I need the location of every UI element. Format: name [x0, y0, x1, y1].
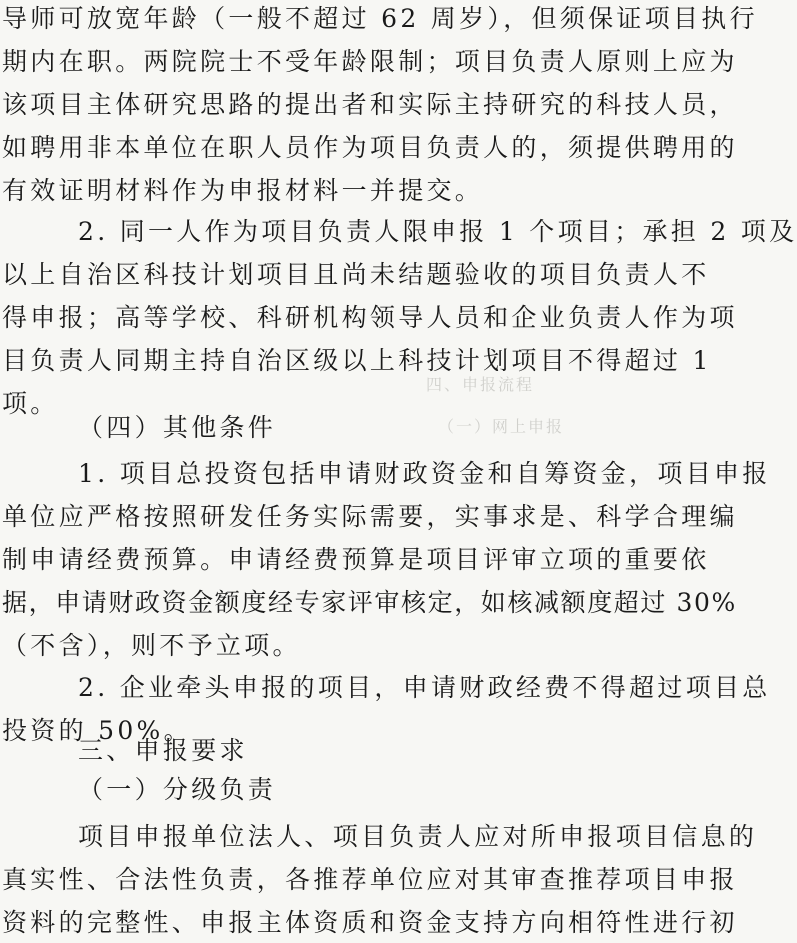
text-line: 投资的 50%。: [2, 716, 192, 745]
bleed-through-text: （一）网上申报: [438, 417, 565, 436]
section-heading: 三、申报要求: [78, 736, 248, 765]
text-line: 期内在职。两院院士不受年龄限制；项目负责人原则上应为: [2, 47, 738, 76]
text-line: 2. 企业牵头申报的项目，申请财政经费不得超过项目总: [78, 673, 771, 702]
text-line: 项目申报单位法人、项目负责人应对所申报项目信息的: [78, 822, 758, 851]
text-line: 得申报；高等学校、科研机构领导人员和企业负责人作为项: [2, 303, 738, 332]
bleed-through-text: 四、申报流程: [426, 375, 535, 394]
text-line: （不含），则不予立项。: [2, 631, 301, 660]
section-heading: （四）其他条件: [78, 413, 277, 442]
text-line: 资料的完整性、申报主体资质和资金支持方向相符性进行初: [2, 908, 738, 937]
text-line: 以上自治区科技计划项目且尚未结题验收的项目负责人不: [2, 260, 710, 289]
text-line: 导师可放宽年龄（一般不超过 62 周岁），但须保证项目执行: [2, 4, 758, 33]
text-line: 制申请经费预算。申请经费预算是项目评审立项的重要依: [2, 545, 710, 574]
text-line: 真实性、合法性负责，各推荐单位应对其审查推荐项目申报: [2, 865, 738, 894]
text-line: 据，申请财政资金额度经专家评审核定，如核减额度超过 30%: [2, 588, 737, 617]
text-line: 项。: [2, 389, 59, 418]
text-line: 有效证明材料作为申报材料一并提交。: [2, 176, 484, 205]
text-line: 单位应严格按照研发任务实际需要，实事求是、科学合理编: [2, 502, 738, 531]
text-line: 1. 项目总投资包括申请财政资金和自筹资金，项目申报: [78, 459, 771, 488]
subsection-heading: （一）分级负责: [78, 775, 277, 804]
text-line: 2. 同一人作为项目负责人限申报 1 个项目；承担 2 项及: [78, 217, 797, 246]
text-line: 目负责人同期主持自治区级以上科技计划项目不得超过 1: [2, 346, 712, 375]
text-line: 如聘用非本单位在职人员作为项目负责人的，须提供聘用的: [2, 133, 738, 162]
text-line: 该项目主体研究思路的提出者和实际主持研究的科技人员，: [2, 90, 738, 119]
